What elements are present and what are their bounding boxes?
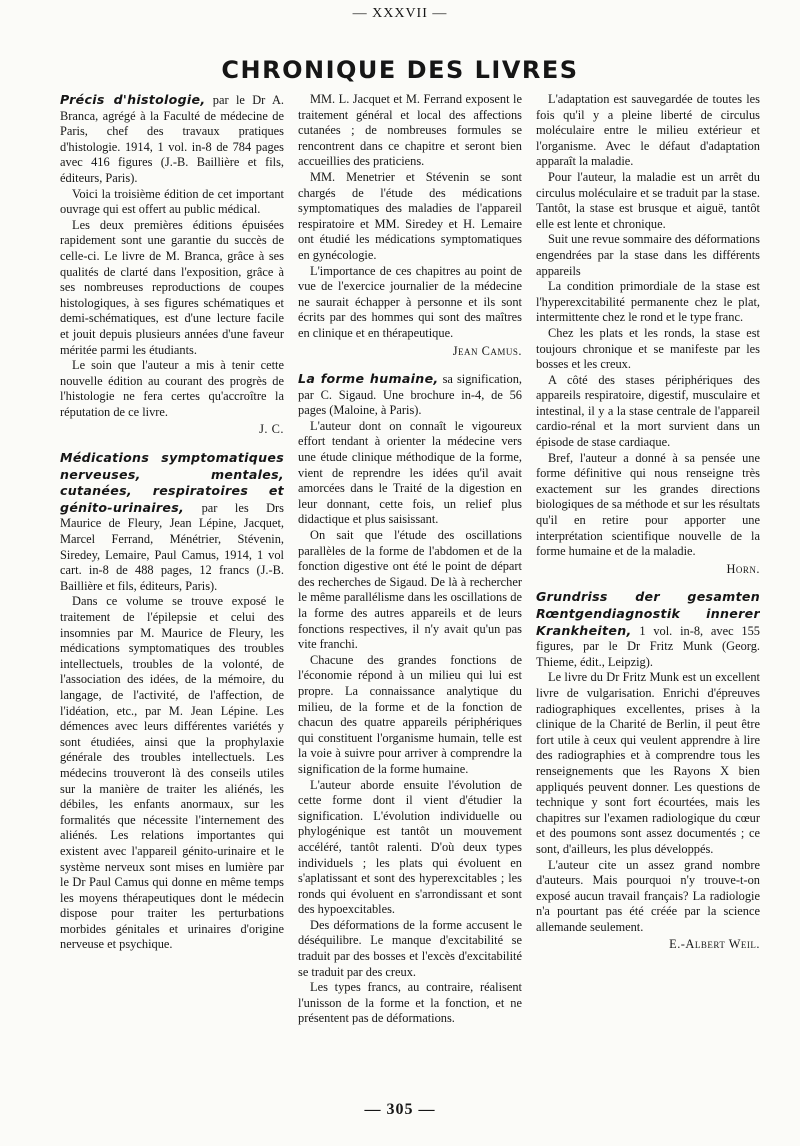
- paragraph: L'auteur cite un assez grand nombre d'auteurs. Mais pourquoi n'y trouve-t-on exposé aucun travail français? La radiologie n'a pourtant pas été créée par la science allemande seulement.: [536, 857, 760, 934]
- paragraph: Le livre du Dr Fritz Munk est un excellent livre de vulgarisation. Enrichi d'épreuves radiographiques excellentes, prises à la clinique de la Charité de Berlin, il peut être fort utile à ceux qui veulent apprendre à lire des radiographies et à comprendre tous les renseignements que les Rayons X bien appliqués peuvent donner. Les questions de technique y sont fort écourtées, mais les chapitres sur l'examen radiologique du cœur et des poumons sont assez documentés ; ce sont, d'ailleurs, les plus développés.: [536, 670, 760, 856]
- column-1: [60, 92, 284, 1092]
- review-signature: Horn.: [726, 561, 760, 576]
- paragraph: Bref, l'auteur a donné à sa pensée une forme définitive qui nous renseigne très exactement sur les grandes directions biologiques de sa méthode et sur les résultats qu'il en retire pour apporter une interprétation scientifique nouvelle de la forme humaine et de la maladie.: [536, 450, 760, 559]
- paragraph: L'auteur dont on connaît le vigoureux effort tendant à orienter la médecine vers une étude clinique méthodique de la forme, vient de reprendre les idées qu'il avait amorcées dans le Traité de la digestion en leur donnant, cette fois, un relief plus didactique et plus saisissant.: [298, 418, 522, 527]
- review-title: La forme humaine,: [298, 371, 439, 387]
- paragraph: Les types francs, au contraire, réalisent l'unisson de la forme et la fonction, et ne présentent pas de déformations.: [298, 980, 522, 1026]
- page-number: — 305 —: [364, 1101, 436, 1118]
- paragraph: La condition primordiale de la stase est l'hyperexcitabilité permanente chez le plat, intermittente chez le rond et le type franc.: [536, 279, 760, 325]
- text-columns: [60, 92, 760, 1092]
- paragraph: Pour l'auteur, la maladie est un arrêt du circulus moléculaire et se traduit par la stase. Tantôt, la stase est brusque et aiguë, tantôt elle est lente et chronique.: [536, 169, 760, 231]
- review-signature: J. C.: [259, 422, 284, 437]
- paragraph: L'adaptation est sauvegardée de toutes les fois qu'il y a pleine liberté de circulus moléculaire entre le milieu extérieur et l'organisme. Avec le défaut d'adaptation apparaît la maladie.: [536, 92, 760, 169]
- paragraph: A côté des stases périphériques des appareils respiratoire, digestif, musculaire et intestinal, il y a la stase centrale de l'appareil cardio-rénal et la mort survient dans un épisode de stase cardiaque.: [536, 372, 760, 450]
- review-citation: 1 vol. in-8, avec 155 figures, par le Dr Fritz Munk (Georg. Thieme, édit., Leipzig).: [536, 623, 760, 669]
- review-forme-header: [298, 371, 522, 419]
- paragraph: MM. Menetrier et Stévenin se sont chargés de l'étude des médications symptomatiques des maladies de l'appareil respiratoire et MM. Siredey et H. Lemaire ont étudié les médications symptomatiques en gynécologie.: [298, 169, 522, 262]
- review-title: Grundriss der gesamten Rœntgendiagnostik innerer Krankheiten,: [536, 589, 760, 638]
- column-2: [298, 92, 522, 1092]
- review-title: Précis d'histologie,: [60, 92, 206, 107]
- paragraph: On sait que l'étude des oscillations parallèles de la forme de l'abdomen et de la fonction digestive ont été le point de départ des recherches de Sigaud. De là à rechercher le même parallélisme dans les oscillations de la forme des autres appareils et de leurs fonctions respectives, il n'y avait qu'un pas vite franchi.: [298, 528, 522, 652]
- paragraph: Voici la troisième édition de cet important ouvrage qui est offert au public médical.: [60, 186, 284, 217]
- paragraph: Suit une revue sommaire des déformations engendrées par la stase dans les différents appareils: [536, 232, 760, 278]
- review-signature: E.-Albert Weil.: [669, 937, 760, 952]
- review-signature: Jean Camus.: [452, 343, 522, 358]
- review-medications-header: [60, 450, 284, 594]
- review-title: Médications symptomatiques nerveuses, mentales, cutanées, respiratoires et génito-urinaires,: [60, 450, 284, 515]
- page-roman-number: — XXXVII —: [352, 6, 448, 21]
- paragraph: Dans ce volume se trouve exposé le traitement de l'épilepsie et celui des insomnies par M. Maurice de Fleury, les médications symptomatiques des troubles intellectuels, troubles de la volonté, de l'association des idées, de la mémoire, du langage, de l'activité, de l'affection, de l'idéation, etc., par M. Jean Lépine. Les démences avec leurs différentes variétés y sont étudiées, ainsi que la prophylaxie générale des troubles intellectuels. Les médecins trouveront là des conseils utiles sur la manière de traiter les aliénés, les débiles, les enfants anormaux, sur les formalités que nécessite l'internement des aliénés. Les relations importantes qui existent avec l'appareil génito-urinaire et le système nerveux sont mises en lumière par le Dr Paul Camus qui donne en même temps les moyens thérapeutiques dont le médecin dispose pour traiter les perturbations morbides génitales et urinaires d'origine nerveuse et psychique.: [60, 594, 284, 952]
- paragraph: Les deux premières éditions épuisées rapidement sont une garantie du succès de celle-ci. Le livre de M. Branca, grâce à ses qualités de clarté dans l'exposition, grâce à ses nombreuses reproductions de coupes histologiques, à ses figures schématiques et demi-schématiques, est d'une lecture facile et jouit depuis plusieurs années d'une faveur méritée parmi les étudiants.: [60, 217, 284, 357]
- paragraph: L'importance de ces chapitres au point de vue de l'exercice journalier de la médecine ne saurait échapper à personne et ils sont écrits par des hommes qui sont des maîtres en clinique et en thérapeutique.: [298, 263, 522, 340]
- review-histologie-header: [60, 92, 284, 187]
- paragraph: MM. L. Jacquet et M. Ferrand exposent le traitement général et local des affections cutanées ; de nombreuses formules se rencontrent dans ce chapitre et seront bien accueillies des praticiens.: [298, 92, 522, 169]
- paragraph: Des déformations de la forme accusent le déséquilibre. Le manque d'excitabilité se traduit par des bosses et l'excès d'excitabilité se traduit par des creux.: [298, 917, 522, 979]
- paragraph: Le soin que l'auteur a mis à tenir cette nouvelle édition au courant des progrès de l'histologie ne fera certes qu'accroître la réputation de ce livre.: [60, 358, 284, 419]
- paragraph: Chacune des grandes fonctions de l'économie répond à un milieu qui lui est propre. La connaissance analytique du milieu, de la forme et de la fonction de chacun des quatre appareils périphériques qui constituent l'organisme humain, telle est la voie à suivre pour arriver à comprendre la signification de la forme humaine.: [298, 652, 522, 776]
- review-citation: par les Drs Maurice de Fleury, Jean Lépine, Jacquet, Marcel Ferrand, Ménétrier, Stévenin, Siredey, Lemaire, Paul Camus, 1914, 1 vol cart. in-8 de 488 pages, 12 francs (J.-B. Baillière et fils, éditeurs, Paris).: [60, 500, 284, 593]
- review-citation: par le Dr A. Branca, agrégé à la Faculté de médecine de Paris, chef des travaux pratiques d'histologie. 1914, 1 vol. in-8 de 784 pages avec 416 figures (J.-B. Baillière et fils, éditeurs, Paris).: [60, 93, 284, 185]
- review-citation: sa signification, par C. Sigaud. Une brochure in-4, de 56 pages (Maloine, à Paris).: [298, 372, 522, 418]
- paragraph: L'auteur aborde ensuite l'évolution de cette forme dont il vient d'étudier la signification. L'évolution individuelle ou phylogénique est tantôt un mouvement accéléré, tantôt ralenti. D'où deux types individuels ; les plats qui évoluent en s'aplatissant et sont des hyperexcitables ; les ronds qui évoluent en s'arrondissant et sont des hypoexcitables.: [298, 777, 522, 917]
- column-3: [536, 92, 760, 1092]
- page-title: CHRONIQUE DES LIVRES: [221, 56, 579, 84]
- paragraph: Chez les plats et les ronds, la stase est toujours chronique et se manifeste par les bosses et les creux.: [536, 325, 760, 372]
- review-grundriss-header: [536, 589, 760, 670]
